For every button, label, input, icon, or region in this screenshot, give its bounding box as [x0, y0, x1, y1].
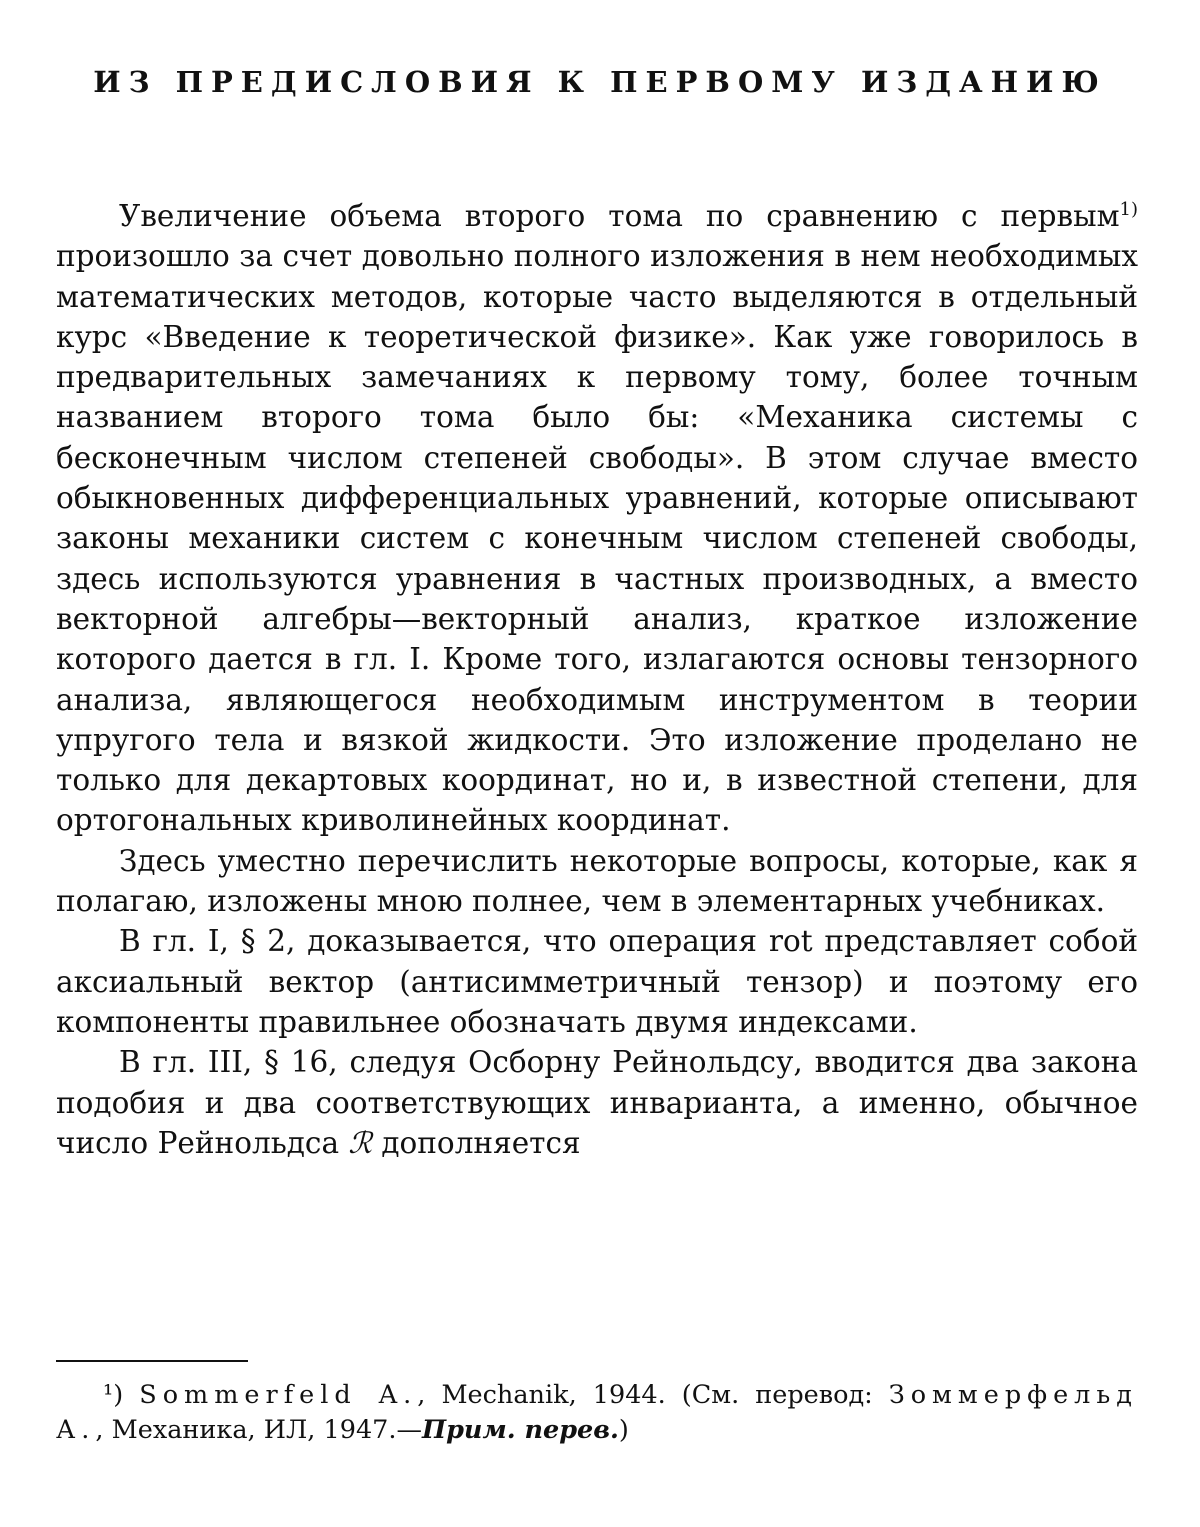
- footnote-text-2: , Механика, ИЛ, 1947.—: [95, 1415, 422, 1445]
- translator-note: Прим. перев.: [422, 1415, 619, 1445]
- footnote-reference: 1): [1119, 199, 1138, 221]
- footnote-marker: ¹): [103, 1380, 124, 1410]
- footnote-text-1: , Mechanik, 1944. (См. перевод:: [417, 1380, 889, 1410]
- paragraph-2: Здесь уместно перечислить некоторые вопросы, которые, как я полагаю, изложены мною полнее, чем в элементарных учебниках.: [56, 843, 1138, 919]
- footnote: [56, 1378, 1138, 1448]
- section-heading: ИЗ ПРЕДИСЛОВИЯ К ПЕРВОМУ ИЗДАНИЮ: [93, 65, 1107, 99]
- footnote-author-latin: Sommerfeld A.: [139, 1380, 418, 1410]
- paragraph-4: [56, 1042, 1138, 1163]
- paragraph-1: [56, 196, 1138, 841]
- footnote-author-cyrillic: Зоммерфельд А.: [56, 1380, 1138, 1445]
- paragraph-4-part-b: дополняется: [371, 1125, 581, 1160]
- paragraph-1-part-a: Увеличение объема второго тома по сравнению с первым: [119, 199, 1120, 233]
- reynolds-number-symbol: ℛ: [348, 1125, 372, 1160]
- footnote-close: ): [618, 1415, 629, 1445]
- paragraph-1-part-b: произошло за счет довольно полного изложения в нем необходимых математических методов, которые часто выделяются в отдельный курс «Введение к теоретической физике». Как уже говорилось в предварительных замечаниях к первому тому, более точным названием второго тома было бы: «Механика системы с бесконечным числом степеней свободы». В этом случае вместо обыкновенных дифференциальных уравнений, которые описывают законы механики систем с конечным числом степеней свободы, здесь используются уравнения в частных производных, а вместо векторной алгебры—векторный анализ, краткое изложение которого дается в гл. I. Кроме того, излагаются основы тензорного анализа, являющегося необходимым инструментом в теории упругого тела и вязкой жидкости. Это изложение проделано не только для декартовых координат, но и, в известной степени, для ортогональных криволинейных координат.: [56, 239, 1138, 838]
- body-text: [56, 196, 1138, 1163]
- footnote-text: [56, 1378, 1138, 1448]
- footnote-divider: [56, 1360, 248, 1362]
- paragraph-4-part-a: В гл. III, § 16, следуя Осборну Рейнольдсу, вводится два закона подобия и два соответствующих инварианта, а именно, обычное число Рейнольдса: [56, 1045, 1138, 1160]
- paragraph-3: В гл. I, § 2, доказывается, что операция rot представляет собой аксиальный вектор (антисимметричный тензор) и поэтому его компоненты правильнее обозначать двумя индексами.: [56, 924, 1138, 1039]
